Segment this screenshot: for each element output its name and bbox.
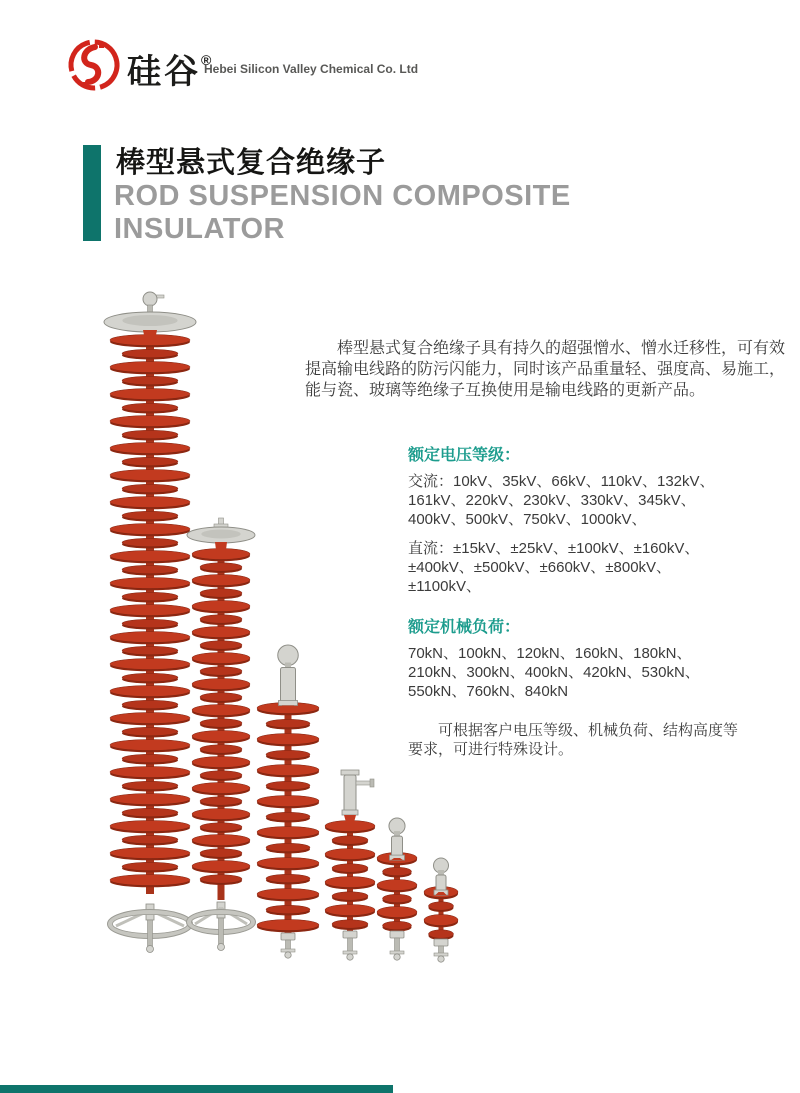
page-title-en-line2: INSULATOR	[114, 213, 285, 245]
title-accent-bar	[83, 145, 101, 241]
insulator-4	[325, 770, 375, 960]
mechanical-load-heading: 额定机械负荷：	[408, 619, 521, 636]
registered-mark: ®	[201, 52, 212, 68]
dc-voltage-line: ±400kV、±500kV、±660kV、±800kV、	[408, 559, 672, 576]
company-name-en: Hebei Silicon Valley Chemical Co. Ltd	[204, 62, 419, 76]
brand-name-text: 硅谷	[127, 53, 201, 91]
note-line: 要求，可进行特殊设计。	[408, 741, 574, 758]
custom-design-note	[408, 721, 738, 759]
intro-line: 棒型悬式复合绝缘子具有持久的超强憎水、憎水迁移性，可有效	[305, 340, 786, 357]
insulator-5	[377, 818, 417, 960]
ac-voltage-line: 161kV、220kV、230kV、330kV、345kV、	[408, 492, 696, 509]
specs-column	[408, 446, 738, 759]
intro-paragraph	[305, 338, 785, 401]
intro-line: 能与瓷、玻璃等绝缘子互换使用是输电线路的更新产品。	[305, 382, 706, 399]
logo-icon	[66, 36, 122, 94]
mechanical-load-line: 210kN、300kN、400kN、420kN、530kN、	[408, 664, 700, 681]
ac-voltage-line: 400kV、500kV、750kV、1000kV、	[408, 511, 647, 528]
page-title-en	[114, 180, 571, 246]
note-line: 可根据客户电压等级、机械负荷、结构高度等	[408, 722, 739, 739]
dc-voltage-line: ±1100kV、	[408, 578, 481, 595]
dc-voltage-block	[408, 539, 738, 596]
insulator-1	[104, 292, 196, 953]
insulator-6	[424, 858, 458, 962]
dc-voltage-line: 直流：±15kV、±25kV、±100kV、±160kV、	[408, 540, 700, 557]
page-title-en-line1: ROD SUSPENSION COMPOSITE	[114, 180, 571, 212]
mechanical-load-line: 70kN、100kN、120kN、160kN、180kN、	[408, 645, 692, 662]
ac-voltage-line: 交流：10kV、35kV、66kV、110kV、132kV、	[408, 473, 715, 490]
mechanical-load-line: 550kN、760kN、840kN	[408, 683, 569, 700]
insulator-3	[257, 645, 319, 958]
footer-accent-bar	[0, 1085, 393, 1093]
brand-name	[127, 44, 211, 93]
insulator-2	[187, 518, 256, 951]
intro-line: 提高输电线路的防污闪能力，同时该产品重量轻、强度高、易施工，	[305, 361, 786, 378]
voltage-heading: 额定电压等级：	[408, 447, 521, 464]
page-title-cn: 棒型悬式复合绝缘子	[116, 147, 387, 179]
